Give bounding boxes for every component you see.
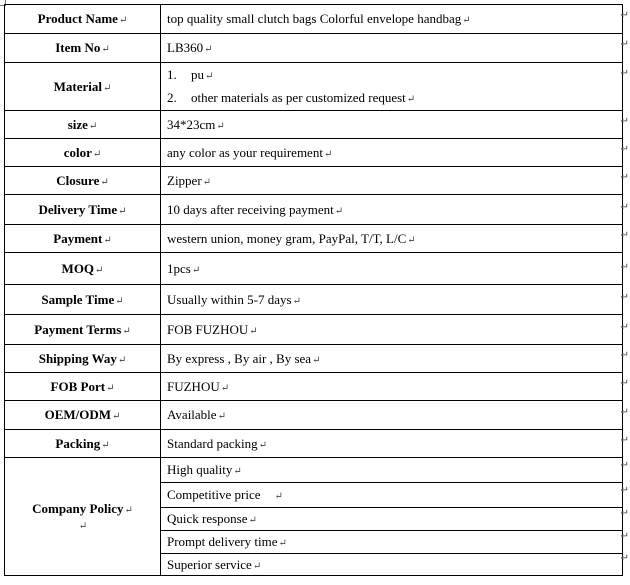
shipping-way-value: By express , By air , By sea↵ xyxy=(161,345,623,373)
row-end-mark: ↵ xyxy=(620,508,629,519)
material-label: Material↵ xyxy=(5,63,161,111)
table-row xyxy=(5,253,623,285)
company-policy-item: Superior service↵ xyxy=(161,554,623,576)
item-no-value: LB360↵ xyxy=(161,34,623,63)
fob-port-label: FOB Port↵ xyxy=(5,373,161,401)
row-end-mark: ↵ xyxy=(620,230,629,241)
row-end-mark: ↵ xyxy=(620,435,629,446)
table-row xyxy=(5,5,623,34)
packing-label: Packing↵ xyxy=(5,430,161,458)
table-row xyxy=(5,111,623,139)
packing-value: Standard packing↵ xyxy=(161,430,623,458)
size-label: size↵ xyxy=(5,111,161,139)
row-end-mark: ↵ xyxy=(620,262,629,273)
company-policy-item: High quality↵ xyxy=(161,458,623,483)
payment-terms-label: Payment Terms↵ xyxy=(5,315,161,345)
oem-odm-value: Available↵ xyxy=(161,401,623,430)
table-row xyxy=(5,285,623,315)
table-row xyxy=(5,139,623,167)
row-end-mark: ↵ xyxy=(620,292,629,303)
row-end-mark: ↵ xyxy=(620,172,629,183)
row-end-mark: ↵ xyxy=(620,378,629,389)
row-end-mark: ↵ xyxy=(620,10,629,21)
company-policy-label: Company Policy↵ ↵ xyxy=(5,458,161,576)
list-item: 1. pu↵ xyxy=(167,66,214,82)
row-end-mark: ↵ xyxy=(620,202,629,213)
fob-port-value: FUZHOU↵ xyxy=(161,373,623,401)
closure-label: Closure↵ xyxy=(5,167,161,195)
row-end-mark: ↵ xyxy=(620,39,629,50)
size-value: 34*23cm↵ xyxy=(161,111,623,139)
row-end-mark: ↵ xyxy=(620,322,629,333)
row-end-mark: ↵ xyxy=(620,144,629,155)
company-policy-item: Competitive price ↵ xyxy=(161,483,623,508)
list-item: 2. other materials as per customized request↵ xyxy=(167,89,416,105)
product-name-value: top quality small clutch bags Colorful envelope handbag↵ xyxy=(161,5,623,34)
table-row xyxy=(5,225,623,253)
table-row xyxy=(5,401,623,430)
row-end-mark: ↵ xyxy=(620,68,629,79)
table-row xyxy=(5,167,623,195)
moq-value: 1pcs↵ xyxy=(161,253,623,285)
company-policy-item: Quick response↵ xyxy=(161,508,623,531)
company-policy-item: Prompt delivery time↵ xyxy=(161,531,623,554)
color-label: color↵ xyxy=(5,139,161,167)
moq-label: MOQ↵ xyxy=(5,253,161,285)
delivery-time-value: 10 days after receiving payment↵ xyxy=(161,195,623,225)
row-end-mark: ↵ xyxy=(620,407,629,418)
row-end-mark: ↵ xyxy=(620,350,629,361)
shipping-way-label: Shipping Way↵ xyxy=(5,345,161,373)
product-spec-table xyxy=(4,4,623,576)
color-value: any color as your requirement↵ xyxy=(161,139,623,167)
payment-label: Payment↵ xyxy=(5,225,161,253)
sample-time-label: Sample Time↵ xyxy=(5,285,161,315)
row-end-mark: ↵ xyxy=(620,531,629,542)
table-row xyxy=(5,315,623,345)
table-row xyxy=(5,458,623,483)
oem-odm-label: OEM/ODM↵ xyxy=(5,401,161,430)
sample-time-value: Usually within 5-7 days↵ xyxy=(161,285,623,315)
table-row xyxy=(5,430,623,458)
row-end-mark: ↵ xyxy=(620,460,629,471)
delivery-time-label: Delivery Time↵ xyxy=(5,195,161,225)
row-end-mark: ↵ xyxy=(620,116,629,127)
table-row xyxy=(5,345,623,373)
material-value xyxy=(161,63,623,111)
product-name-label: Product Name↵ xyxy=(5,5,161,34)
closure-value: Zipper↵ xyxy=(161,167,623,195)
payment-value: western union, money gram, PayPal, T/T, L/C↵ xyxy=(161,225,623,253)
table-row xyxy=(5,195,623,225)
item-no-label: Item No↵ xyxy=(5,34,161,63)
table-row xyxy=(5,34,623,63)
table-row xyxy=(5,63,623,111)
row-end-mark: ↵ xyxy=(620,485,629,496)
table-row xyxy=(5,373,623,401)
row-end-mark: ↵ xyxy=(620,553,629,564)
payment-terms-value: FOB FUZHOU↵ xyxy=(161,315,623,345)
